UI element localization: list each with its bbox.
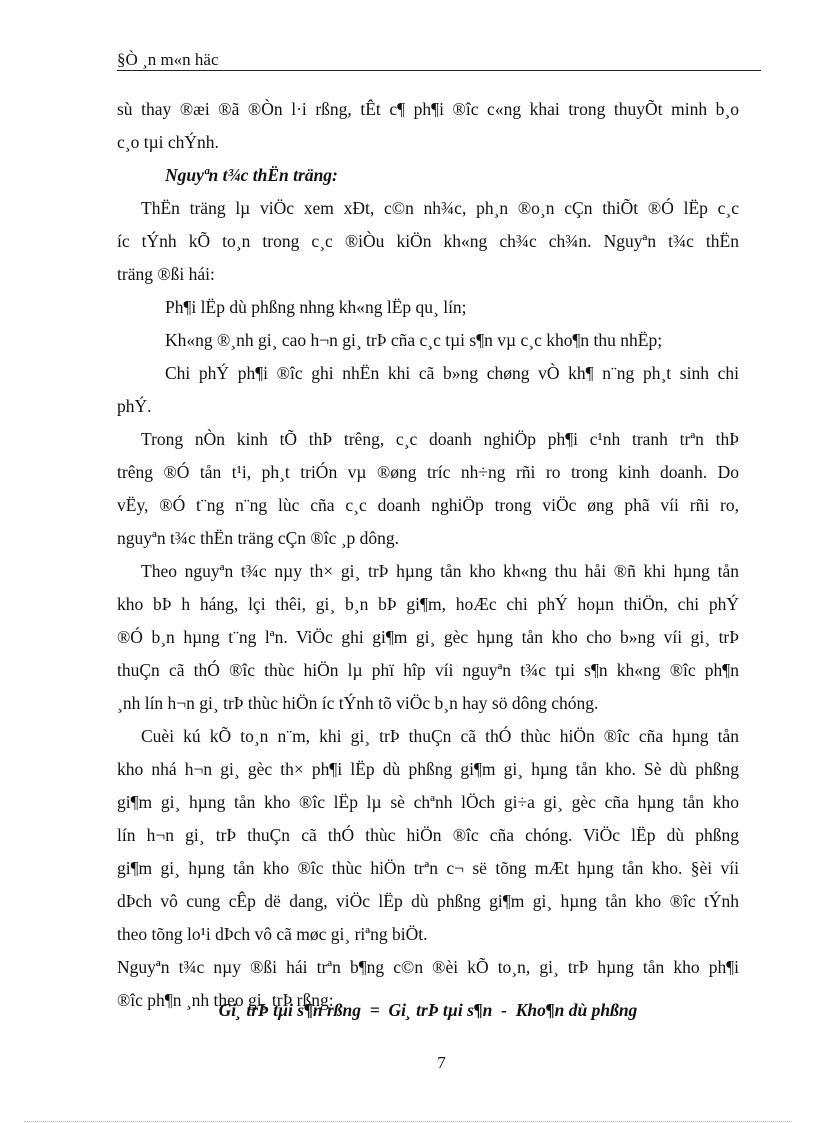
list-item: Chi phÝ ph¶i ®îc ghi nhËn khi cã b»ng chøng vÒ kh¶ n¨ng ph¸t sinh chi (165, 363, 739, 383)
section-heading: Nguyªn t¾c thËn träng: (165, 165, 338, 185)
body-line: ¸nh lín h¬n gi¸ trÞ thùc hiÖn íc tÝnh tõ viÖc b¸n hay sö dông chóng. (117, 693, 599, 713)
body-line: Cuèi kú kÕ to¸n n¨m, khi gi¸ trÞ thuÇn cã thÓ thùc hiÖn ®îc cña hµng tån (141, 726, 739, 746)
page-header-title: §Ò ¸n m«n häc (117, 50, 219, 69)
body-line: träng ®ßi hái: (117, 264, 215, 284)
list-item: Ph¶i lËp dù phßng nhng kh«ng lËp qu¸ lín; (165, 297, 467, 317)
body-line: gi¶m gi¸ hµng tån kho ®îc lËp lµ sè chªnh lÖch gi÷a gi¸ gèc cña hµng tån kho (117, 792, 739, 812)
body-line: lín h¬n gi¸ trÞ thuÇn cã thÓ thùc hiÖn ®îc cña chóng. ViÖc lËp dù phßng (117, 825, 739, 845)
list-item: Kh«ng ®¸nh gi¸ cao h¬n gi¸ trÞ cña c¸c tµi s¶n vµ c¸c kho¶n thu nhËp; (165, 330, 663, 350)
body-line: ®îc ph¶n ¸nh theo gi¸ trÞ rßng: (117, 990, 334, 1010)
body-line: sù thay ®æi ®ã ®Òn l·i rßng, tÊt c¶ ph¶i ®îc c«ng khai trong thuyÕt minh b¸o (117, 99, 739, 119)
body-line: ®Ó b¸n hµng t¨ng lªn. ViÖc ghi gi¶m gi¸ gèc hµng tån kho cho b»ng víi gi¸ trÞ (117, 627, 739, 647)
header-rule (117, 70, 761, 71)
body-line: trêng ®Ó tån t¹i, ph¸t triÓn vµ ®øng tríc nh÷ng rñi ro trong kinh doanh. Do (117, 462, 739, 482)
body-line: Trong nÒn kinh tÕ thÞ trêng, c¸c doanh nghiÖp ph¶i c¹nh tranh trªn thÞ (141, 429, 739, 449)
body-line: gi¶m gi¸ hµng tån kho ®îc thùc hiÖn trªn c¬ së tõng mÆt hµng tån kho. §èi víi (117, 858, 739, 878)
formula: Gi¸ trÞ tµi s¶n rßng = Gi¸ trÞ tµi s¶n - Kho¶n dù phßng (218, 1000, 638, 1020)
body-line: Nguyªn t¾c nµy ®ßi hái trªn b¶ng c©n ®èi kÕ to¸n, gi¸ trÞ hµng tån kho ph¶i (117, 957, 739, 977)
body-line: ThËn träng lµ viÖc xem xÐt, c©n nh¾c, ph¸n ®o¸n cÇn thiÕt ®Ó lËp c¸c (141, 198, 739, 218)
body-line: c¸o tµi chÝnh. (117, 132, 219, 152)
body-line: Theo nguyªn t¾c nµy th× gi¸ trÞ hµng tån kho kh«ng thu håi ®ñ khi hµng tån (141, 561, 739, 581)
body-line: nguyªn t¾c thËn träng cÇn ®îc ¸p dông. (117, 528, 400, 548)
body-line: íc tÝnh kÕ to¸n trong c¸c ®iÒu kiÖn kh«ng ch¾c ch¾n. Nguyªn t¾c thËn (117, 231, 739, 251)
body-line: dÞch vô cung cÊp dë dang, viÖc lËp dù phßng gi¶m gi¸ hµng tån kho ®îc tÝnh (117, 891, 739, 911)
page-bottom-border (24, 1121, 792, 1122)
body-line: vËy, ®Ó t¨ng n¨ng lùc cña c¸c doanh nghiÖp trong viÖc øng phã víi rñi ro, (117, 495, 739, 515)
page-number: 7 (437, 1053, 446, 1072)
body-line: theo tõng lo¹i dÞch vô cã møc gi¸ riªng biÖt. (117, 924, 428, 944)
body-line: thuÇn cã thÓ ®îc thùc hiÖn lµ phï hîp víi nguyªn t¾c tµi s¶n kh«ng ®îc ph¶n (117, 660, 739, 680)
body-line: kho nhá h¬n gi¸ gèc th× ph¶i lËp dù phßng gi¶m gi¸ hµng tån kho. Sè dù phßng (117, 759, 739, 779)
body-line: kho bÞ h háng, lçi thêi, gi¸ b¸n bÞ gi¶m, hoÆc chi phÝ hoµn thiÖn, chi phÝ (117, 594, 739, 614)
body-line: phÝ. (117, 396, 152, 416)
